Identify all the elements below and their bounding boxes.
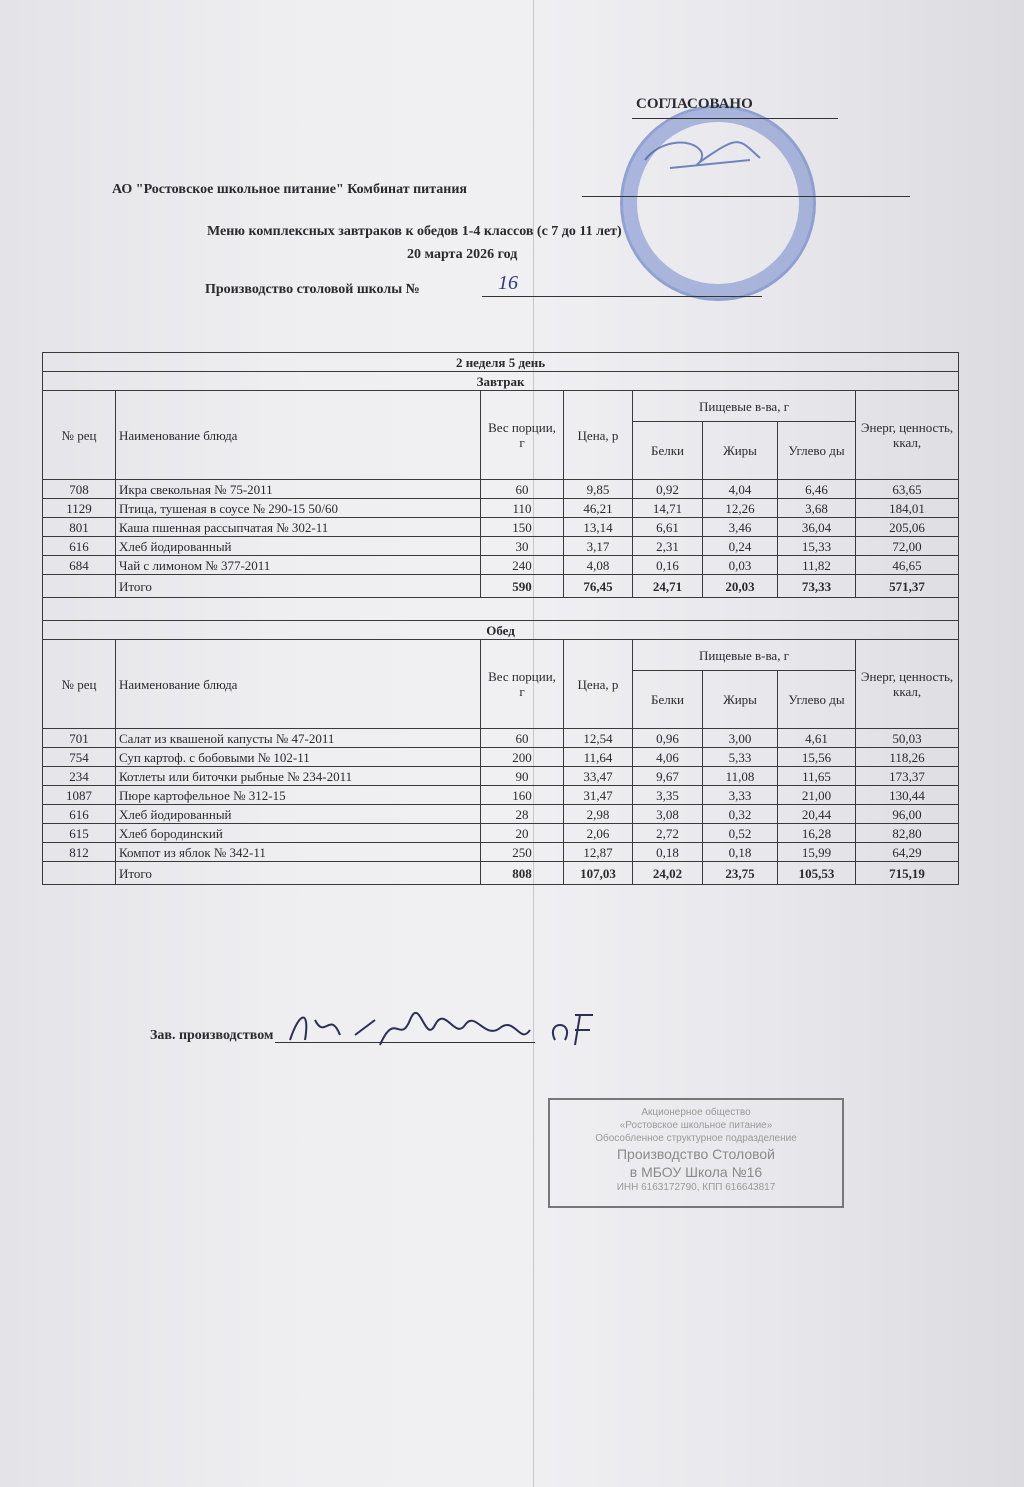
rec-no-cell	[43, 575, 116, 598]
price-cell: 12,54	[564, 729, 633, 748]
col-fat: Жиры	[703, 671, 778, 729]
protein-cell: 4,06	[633, 748, 703, 767]
energy-cell: 72,00	[856, 537, 959, 556]
fat-cell: 12,26	[703, 499, 778, 518]
fat-cell: 0,52	[703, 824, 778, 843]
col-nutrients: Пищевые в-ва, г	[633, 640, 856, 671]
table-row	[43, 824, 959, 843]
carbs-cell: 11,82	[778, 556, 856, 575]
dish-name-cell: Чай с лимоном № 377-2011	[116, 556, 481, 575]
approval-signature	[640, 130, 780, 180]
carbs-cell: 4,61	[778, 729, 856, 748]
weight-cell: 590	[481, 575, 564, 598]
rec-no-cell: 812	[43, 843, 116, 862]
protein-cell: 2,72	[633, 824, 703, 843]
dish-name-cell: Икра свекольная № 75-2011	[116, 480, 481, 499]
carbs-cell: 105,53	[778, 862, 856, 885]
table-row	[43, 843, 959, 862]
carbs-cell: 11,65	[778, 767, 856, 786]
total-row	[43, 862, 959, 885]
col-energy: Энерг, ценность, ккал,	[856, 391, 959, 480]
org-name: АО "Ростовское школьное питание" Комбинат питания	[112, 182, 467, 197]
rec-no-cell: 616	[43, 805, 116, 824]
col-name: Наименование блюда	[116, 391, 481, 480]
lunch-title: Обед	[43, 621, 959, 640]
price-cell: 107,03	[564, 862, 633, 885]
table-row	[43, 518, 959, 537]
weight-cell: 250	[481, 843, 564, 862]
energy-cell: 82,80	[856, 824, 959, 843]
price-cell: 11,64	[564, 748, 633, 767]
col-rec: № рец	[43, 391, 116, 480]
carbs-cell: 15,56	[778, 748, 856, 767]
price-cell: 33,47	[564, 767, 633, 786]
energy-cell: 96,00	[856, 805, 959, 824]
weight-cell: 200	[481, 748, 564, 767]
stamp-line: Акционерное общество	[641, 1107, 751, 1118]
table-row	[43, 786, 959, 805]
menu-title: Меню комплексных завтраков к обедов 1-4 классов (с 7 до 11 лет)	[207, 224, 622, 239]
fat-cell: 3,33	[703, 786, 778, 805]
fat-cell: 23,75	[703, 862, 778, 885]
breakfast-title: Завтрак	[43, 372, 959, 391]
energy-cell: 715,19	[856, 862, 959, 885]
rec-no-cell: 615	[43, 824, 116, 843]
stamp-name: Производство Столовой	[616, 1146, 775, 1162]
dish-name-cell: Компот из яблок № 342-11	[116, 843, 481, 862]
dish-name-cell: Котлеты или биточки рыбные № 234-2011	[116, 767, 481, 786]
dish-name-cell: Птица, тушеная в соусе № 290-15 50/60	[116, 499, 481, 518]
table-row	[43, 729, 959, 748]
stamp-line: Обособленное структурное подразделение	[595, 1133, 797, 1144]
protein-cell: 3,35	[633, 786, 703, 805]
dish-name-cell: Хлеб йодированный	[116, 537, 481, 556]
energy-cell: 205,06	[856, 518, 959, 537]
fat-cell: 3,46	[703, 518, 778, 537]
spacer-row	[43, 598, 959, 621]
rec-no-cell: 754	[43, 748, 116, 767]
protein-cell: 24,02	[633, 862, 703, 885]
carbs-cell: 36,04	[778, 518, 856, 537]
energy-cell: 173,37	[856, 767, 959, 786]
rec-no-cell: 708	[43, 480, 116, 499]
fat-cell: 11,08	[703, 767, 778, 786]
energy-cell: 118,26	[856, 748, 959, 767]
fat-cell: 3,00	[703, 729, 778, 748]
weight-cell: 110	[481, 499, 564, 518]
dish-name-cell: Итого	[116, 575, 481, 598]
price-cell: 4,08	[564, 556, 633, 575]
col-protein: Белки	[633, 671, 703, 729]
dish-name-cell: Хлеб йодированный	[116, 805, 481, 824]
col-energy: Энерг, ценность, ккал,	[856, 640, 959, 729]
protein-cell: 3,08	[633, 805, 703, 824]
rec-no-cell: 801	[43, 518, 116, 537]
protein-cell: 0,16	[633, 556, 703, 575]
energy-cell: 184,01	[856, 499, 959, 518]
fat-cell: 0,18	[703, 843, 778, 862]
weight-cell: 30	[481, 537, 564, 556]
col-weight: Вес порции, г	[481, 640, 564, 729]
price-cell: 46,21	[564, 499, 633, 518]
protein-cell: 14,71	[633, 499, 703, 518]
col-name: Наименование блюда	[116, 640, 481, 729]
energy-cell: 64,29	[856, 843, 959, 862]
sign-label: Зав. производством	[150, 1028, 274, 1043]
energy-cell: 130,44	[856, 786, 959, 805]
approval-line	[632, 118, 838, 119]
table-row	[43, 748, 959, 767]
week-day: 2 неделя 5 день	[43, 353, 959, 372]
org-line	[582, 196, 910, 197]
weight-cell: 808	[481, 862, 564, 885]
weight-cell: 60	[481, 729, 564, 748]
rec-no-cell: 1087	[43, 786, 116, 805]
production-line	[482, 296, 762, 297]
dish-name-cell: Суп картоф. с бобовыми № 102-11	[116, 748, 481, 767]
energy-cell: 46,65	[856, 556, 959, 575]
col-fat: Жиры	[703, 422, 778, 480]
fat-cell: 0,32	[703, 805, 778, 824]
carbs-cell: 16,28	[778, 824, 856, 843]
weight-cell: 90	[481, 767, 564, 786]
carbs-cell: 73,33	[778, 575, 856, 598]
dish-name-cell: Пюре картофельное № 312-15	[116, 786, 481, 805]
protein-cell: 6,61	[633, 518, 703, 537]
table-row	[43, 805, 959, 824]
rec-no-cell	[43, 862, 116, 885]
energy-cell: 571,37	[856, 575, 959, 598]
col-price: Цена, р	[564, 391, 633, 480]
col-carbs: Углево ды	[778, 671, 856, 729]
school-number: 16	[498, 272, 518, 294]
col-rec: № рец	[43, 640, 116, 729]
rec-no-cell: 684	[43, 556, 116, 575]
col-price: Цена, р	[564, 640, 633, 729]
price-cell: 9,85	[564, 480, 633, 499]
dish-name-cell: Хлеб бородинский	[116, 824, 481, 843]
price-cell: 31,47	[564, 786, 633, 805]
rec-no-cell: 1129	[43, 499, 116, 518]
price-cell: 3,17	[564, 537, 633, 556]
table-row	[43, 499, 959, 518]
table-row	[43, 556, 959, 575]
fat-cell: 0,03	[703, 556, 778, 575]
approval-label: СОГЛАСОВАНО	[636, 96, 753, 112]
col-carbs: Углево ды	[778, 422, 856, 480]
col-protein: Белки	[633, 422, 703, 480]
carbs-cell: 15,33	[778, 537, 856, 556]
dish-name-cell: Каша пшенная рассыпчатая № 302-11	[116, 518, 481, 537]
protein-cell: 0,96	[633, 729, 703, 748]
weight-cell: 60	[481, 480, 564, 499]
production-label: Производство столовой школы №	[205, 282, 420, 297]
energy-cell: 50,03	[856, 729, 959, 748]
table-row	[43, 537, 959, 556]
rec-no-cell: 701	[43, 729, 116, 748]
protein-cell: 2,31	[633, 537, 703, 556]
protein-cell: 0,92	[633, 480, 703, 499]
carbs-cell: 3,68	[778, 499, 856, 518]
fat-cell: 5,33	[703, 748, 778, 767]
weight-cell: 20	[481, 824, 564, 843]
protein-cell: 9,67	[633, 767, 703, 786]
table-row	[43, 480, 959, 499]
dish-name-cell: Салат из квашеной капусты № 47-2011	[116, 729, 481, 748]
rectangular-stamp	[548, 1098, 844, 1208]
dish-name-cell: Итого	[116, 862, 481, 885]
protein-cell: 24,71	[633, 575, 703, 598]
col-weight: Вес порции, г	[481, 391, 564, 480]
stamp-ids: ИНН 6163172790, КПП 616643817	[616, 1182, 776, 1193]
total-row	[43, 575, 959, 598]
carbs-cell: 20,44	[778, 805, 856, 824]
carbs-cell: 21,00	[778, 786, 856, 805]
breakfast-table	[42, 352, 959, 885]
rec-no-cell: 234	[43, 767, 116, 786]
weight-cell: 150	[481, 518, 564, 537]
stamp-line: «Ростовское школьное питание»	[619, 1120, 773, 1131]
protein-cell: 0,18	[633, 843, 703, 862]
price-cell: 2,06	[564, 824, 633, 843]
handwritten-signature	[285, 1000, 605, 1060]
fat-cell: 4,04	[703, 480, 778, 499]
carbs-cell: 15,99	[778, 843, 856, 862]
rec-no-cell: 616	[43, 537, 116, 556]
price-cell: 2,98	[564, 805, 633, 824]
carbs-cell: 6,46	[778, 480, 856, 499]
fat-cell: 20,03	[703, 575, 778, 598]
energy-cell: 63,65	[856, 480, 959, 499]
weight-cell: 160	[481, 786, 564, 805]
price-cell: 13,14	[564, 518, 633, 537]
stamp-school: в МБОУ Школа №16	[629, 1164, 763, 1180]
fat-cell: 0,24	[703, 537, 778, 556]
menu-date: 20 марта 2026 год	[407, 247, 518, 262]
price-cell: 12,87	[564, 843, 633, 862]
table-row	[43, 767, 959, 786]
weight-cell: 28	[481, 805, 564, 824]
col-nutrients: Пищевые в-ва, г	[633, 391, 856, 422]
price-cell: 76,45	[564, 575, 633, 598]
weight-cell: 240	[481, 556, 564, 575]
